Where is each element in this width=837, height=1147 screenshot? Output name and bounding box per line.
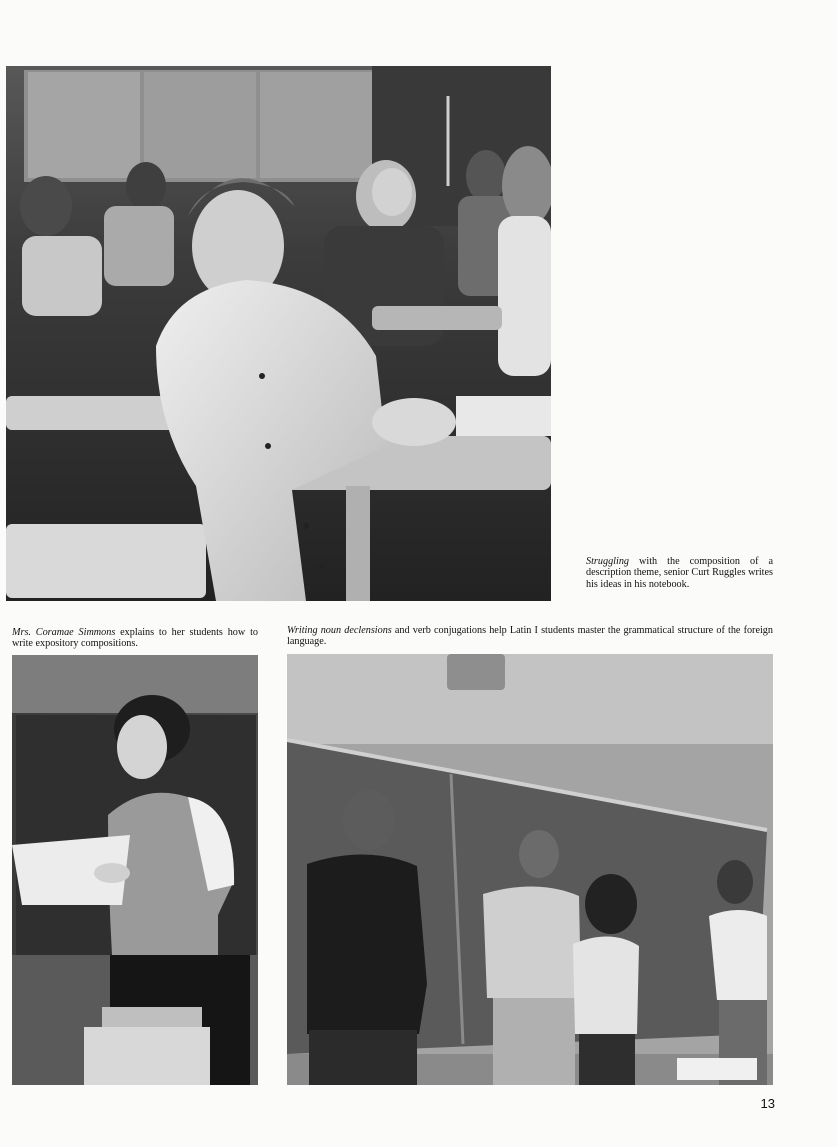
caption-teacher-lead: Mrs. Coramae Simmons xyxy=(12,627,116,638)
classroom-photo xyxy=(6,66,551,601)
caption-latin-text: and verb conjugations help Latin I students master the grammatical structure of the foreign language. xyxy=(287,625,773,648)
chalkboard-photo-art xyxy=(287,654,773,1085)
caption-struggling-text: with the composition of a description theme, senior Curt Ruggles writes his ideas in his notebook. xyxy=(586,556,773,590)
chalkboard-photo xyxy=(287,654,773,1085)
caption-latin-lead: Writing noun declensions xyxy=(287,625,392,636)
page-number: 13 xyxy=(760,1096,775,1111)
caption-struggling xyxy=(586,556,773,590)
caption-teacher xyxy=(12,627,258,650)
caption-teacher-text: explains to her students how to write expository compositions. xyxy=(12,627,258,650)
classroom-photo-art xyxy=(6,66,551,601)
caption-latin xyxy=(287,625,773,648)
teacher-photo xyxy=(12,655,258,1085)
caption-struggling-lead: Struggling xyxy=(586,556,630,567)
teacher-photo-art xyxy=(12,655,258,1085)
